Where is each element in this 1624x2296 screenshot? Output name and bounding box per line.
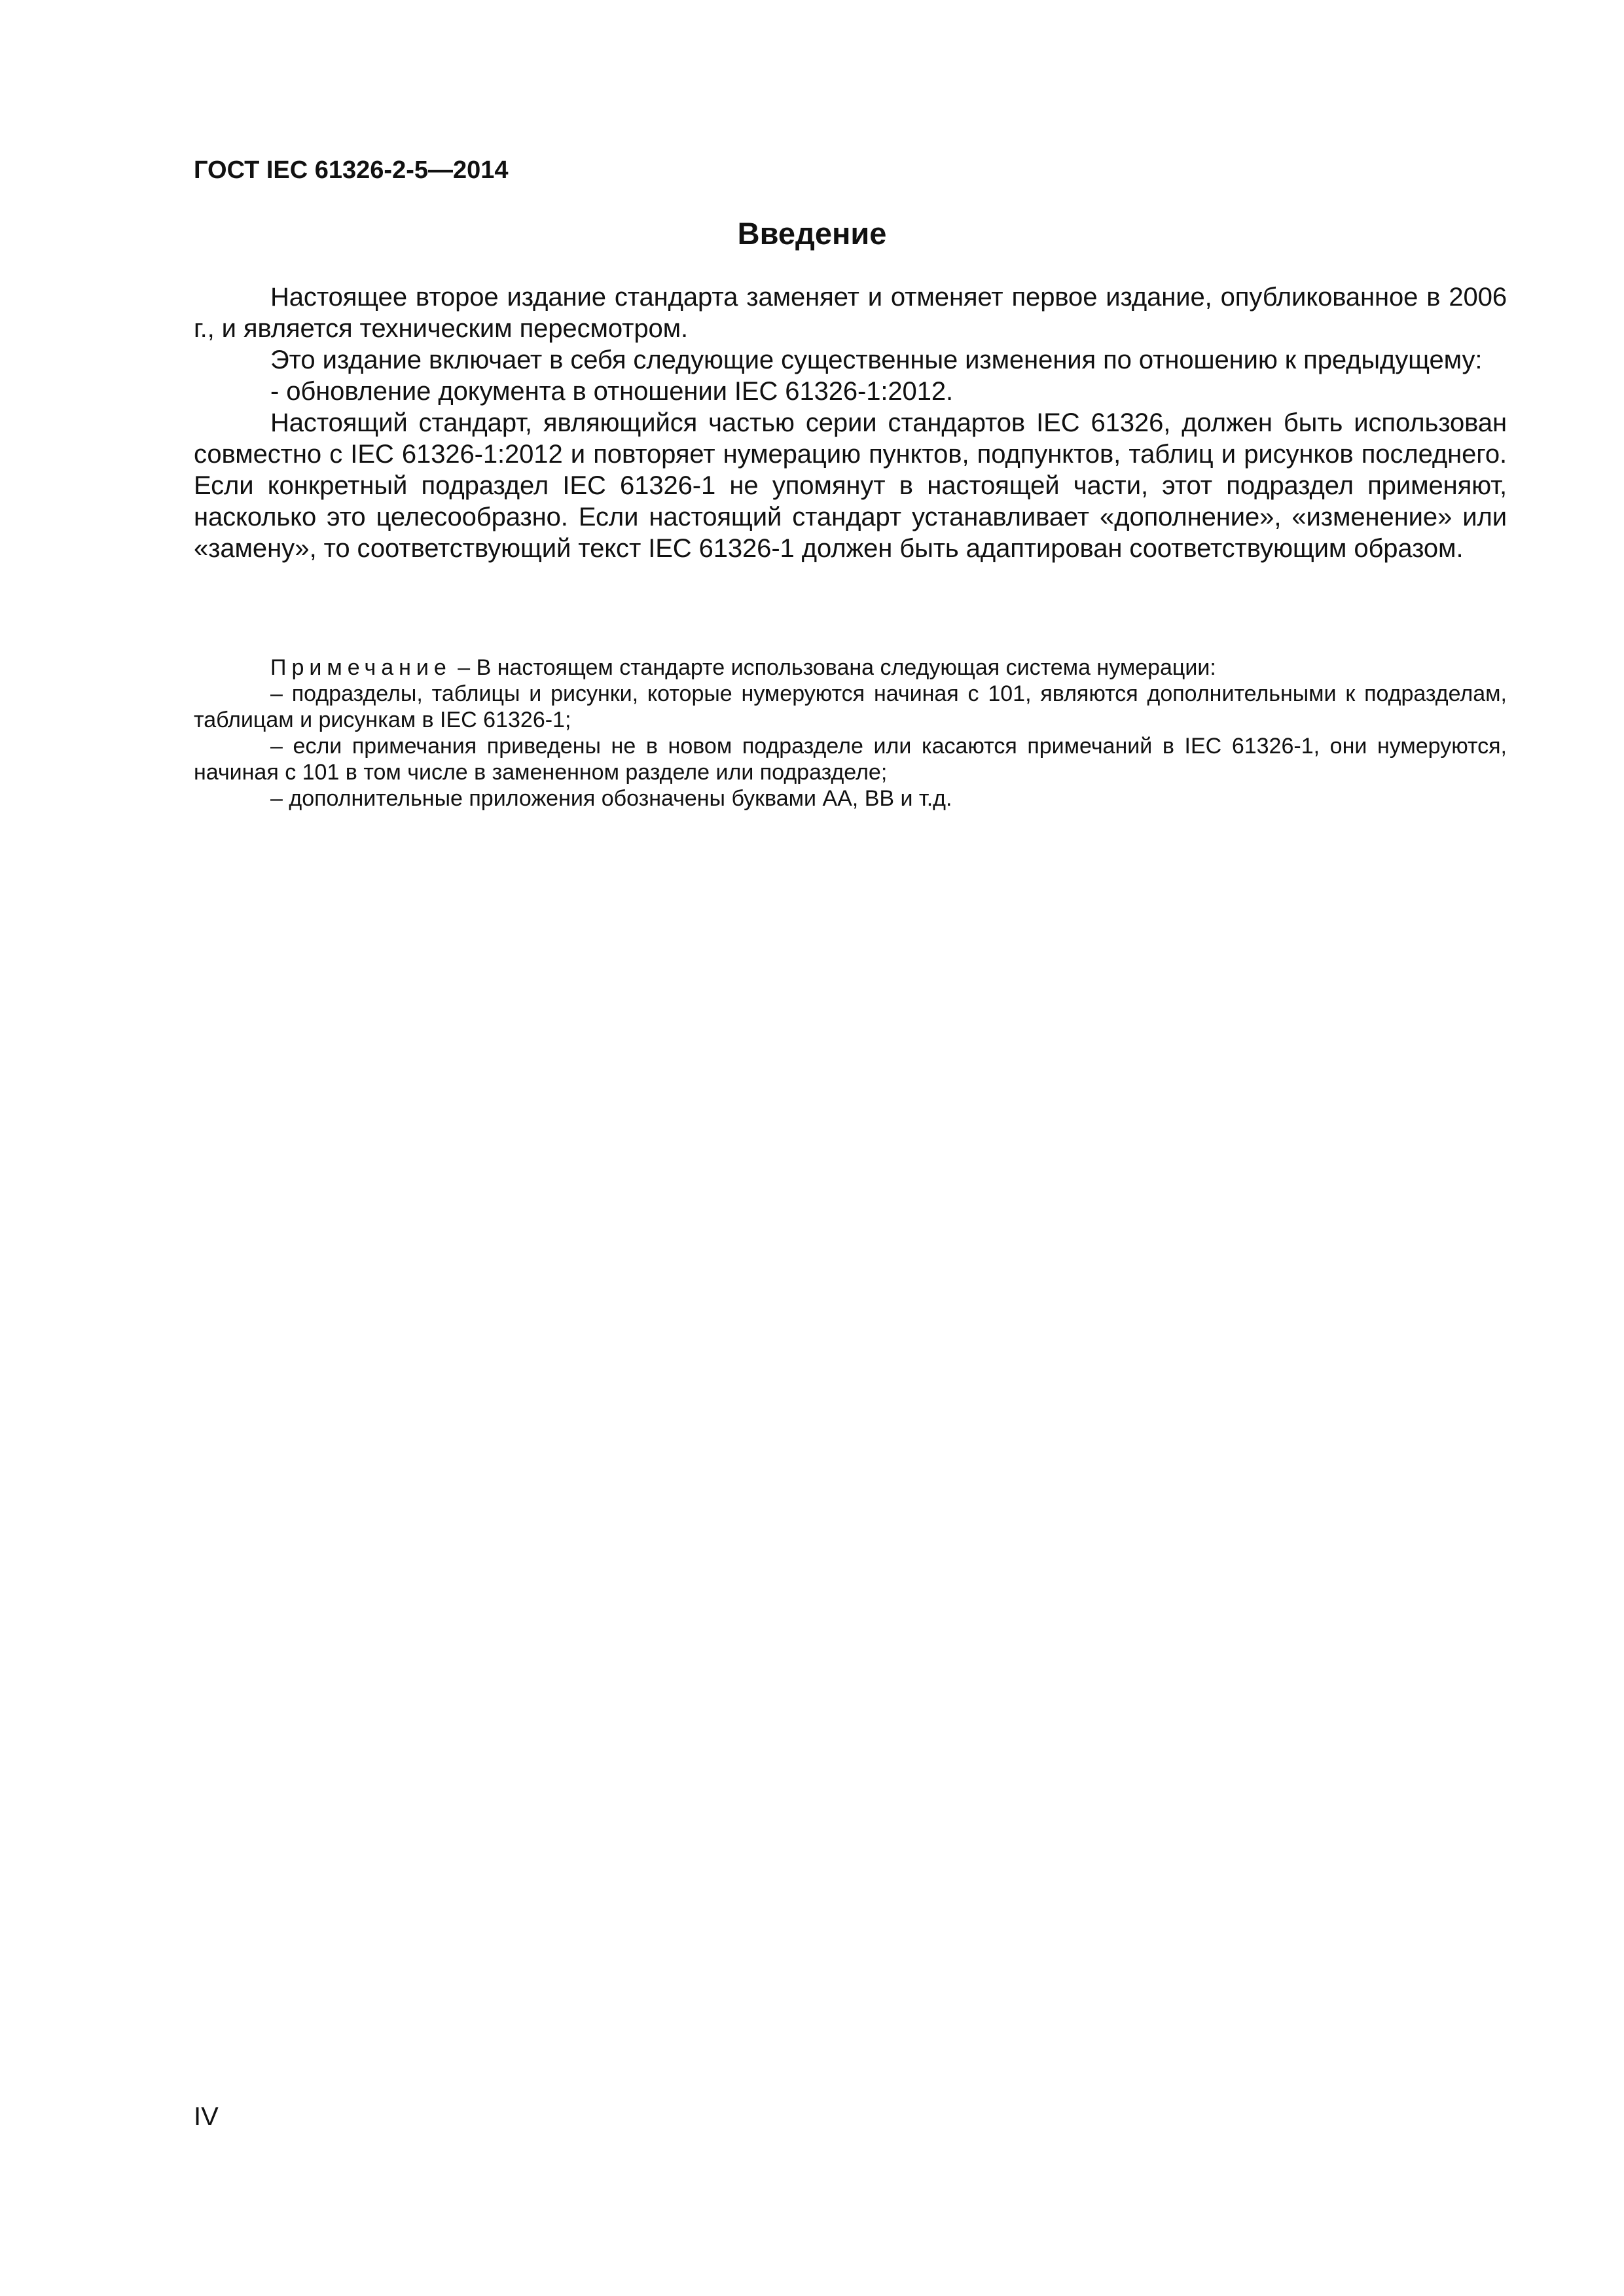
paragraph-changes-intro: Это издание включает в себя следующие существенные изменения по отношению к предыдущему: <box>270 346 1483 374</box>
note-block <box>194 655 1507 812</box>
document-code: ГОСТ IEC 61326-2-5—2014 <box>194 156 509 184</box>
note-label: Примечание <box>270 655 452 680</box>
note-intro <box>194 655 1507 681</box>
page-number: IV <box>194 2102 219 2131</box>
note-item: – дополнительные приложения обозначены буквами АА, ВВ и т.д. <box>270 786 952 811</box>
note-intro-text: – В настоящем стандарте использована следующая система нумерации: <box>451 655 1216 680</box>
paragraph-usage: Настоящий стандарт, являющийся частью серии стандартов IEC 61326, должен быть использован совместно с IEC 61326-1:2012 и повторяет нумерацию пунктов, подпунктов, таблиц и рисунков последнего. Если конкретный подраздел IEC 61326-1 не упомянут в настоящей части, этот подраздел применяют, насколько это целесообразно. Если настоящий стандарт устанавливает «дополнение», «изменение» или «замену», то соответствующий текст IEC 61326-1 должен быть адаптирован соответствующим образом. <box>194 408 1507 563</box>
note-item: – если примечания приведены не в новом подразделе или касаются примечаний в IEC 61326-1, они нумеруются, начиная с 101 в том числе в замененном разделе или подразделе; <box>194 734 1507 785</box>
note-item: – подразделы, таблицы и рисунки, которые нумеруются начиная с 101, являются дополнительными к подразделам, таблицам и рисункам в IEC 61326-1; <box>194 681 1507 732</box>
section-title: Введение <box>737 216 887 251</box>
list-item-change: - обновление документа в отношении IEC 61326-1:2012. <box>270 377 954 406</box>
paragraph-revision: Настоящее второе издание стандарта заменяет и отменяет первое издание, опубликованное в 2006 г., и является техническим пересмотром. <box>194 283 1507 343</box>
body-text <box>194 281 1507 564</box>
